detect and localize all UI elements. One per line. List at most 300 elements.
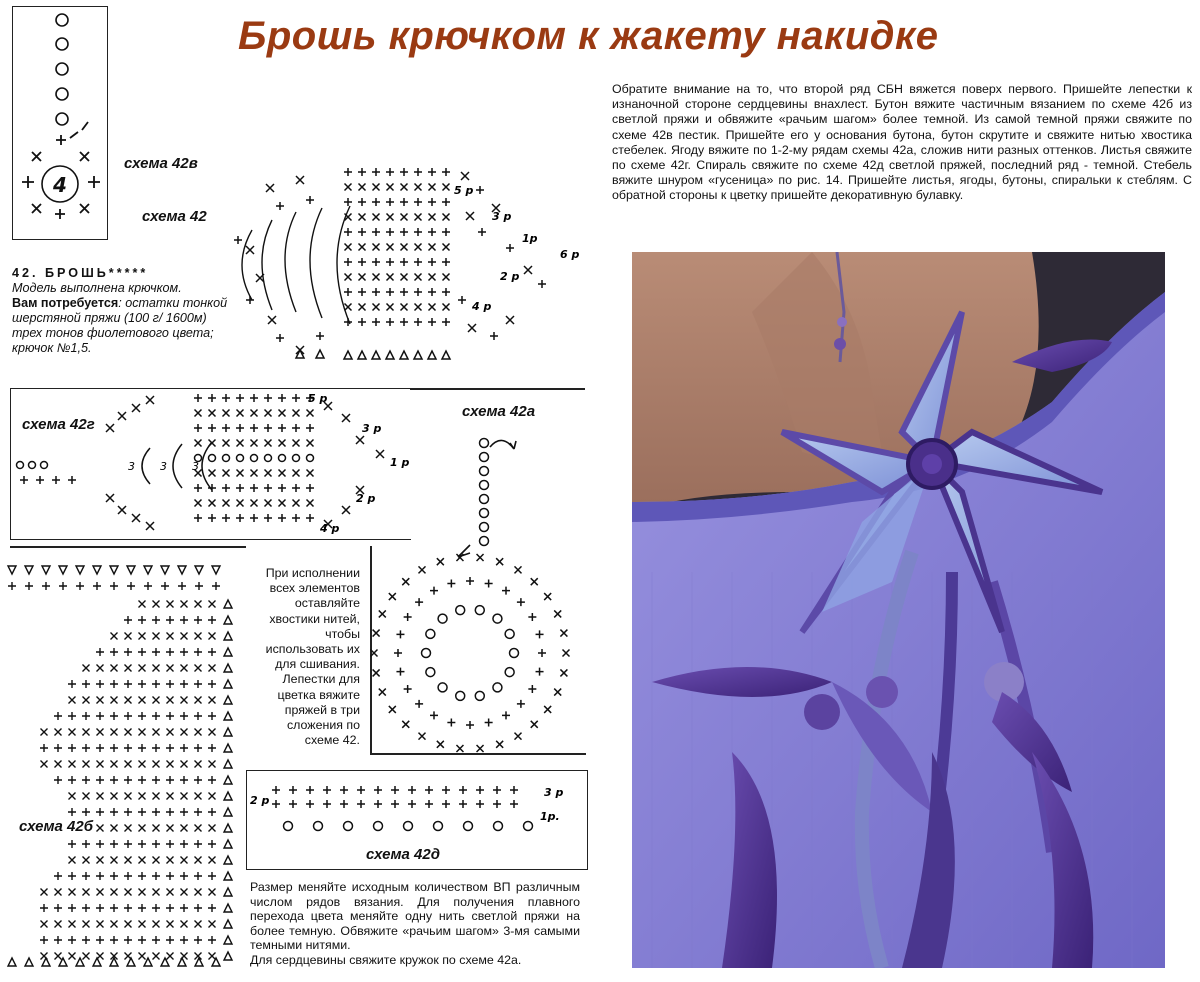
stitch-cross [97,665,104,672]
arc-number: 3 [192,460,199,473]
row-mark: 3 р [362,422,382,435]
stitch-cross [237,470,244,477]
stitch-cross [466,212,474,220]
schema-42a-diagram [370,425,586,755]
stitch-chain [314,822,323,831]
stitch-plus [208,840,216,848]
leaf-arc [142,442,212,490]
stitch-plus [96,680,104,688]
stitch-plus [194,484,202,492]
stitch-plus [152,712,160,720]
stitch-triangle [224,728,232,736]
stitch-cross [195,697,202,704]
stitch-chain [480,523,489,532]
stitch-cross [125,633,132,640]
stitch-plus [358,288,366,296]
stitch-plus [344,288,352,296]
stitch-plus [166,872,174,880]
stitch-cross [153,857,160,864]
stitch-cross [125,665,132,672]
stitch-cross [265,500,272,507]
stitch-chain [17,462,24,469]
stitch-plus [194,648,202,656]
stitch-plus [138,776,146,784]
stitch-plus [536,630,544,638]
stitch-plus [425,786,433,794]
stitch-plus [374,800,382,808]
stitch-plus [152,776,160,784]
stitch-cross [402,578,409,585]
stitch-plus [476,800,484,808]
stitch-triangle [59,958,67,966]
stitch-cross [195,921,202,928]
stitch-cross [111,889,118,896]
stitch-cross [209,665,216,672]
stitch-cross [139,825,146,832]
stitch-cross [97,793,104,800]
stitch-cross [515,566,522,573]
stitch-plus [517,700,525,708]
stitch-cross [379,610,386,617]
stitch-plus [493,800,501,808]
stitch-cross [83,921,90,928]
row-mark: 4 р [472,300,492,313]
stitch-plus [124,648,132,656]
stitch-cross [55,761,62,768]
stitch-plus [236,424,244,432]
stitch-cross [209,889,216,896]
stitch-cross [167,729,174,736]
stitch-triangle [224,712,232,720]
stitch-plus [124,776,132,784]
stitch-plus [414,168,422,176]
stitch-cross [106,494,114,502]
stitch-plus [408,786,416,794]
stitch-cross [307,500,314,507]
stitch-plus [323,786,331,794]
stitch-plus [82,872,90,880]
stitch-cross [373,669,380,676]
stitch-chain [438,614,447,623]
stitch-plus [178,582,186,590]
stitch-plus [180,616,188,624]
stitch-cross [223,440,230,447]
bottom-paragraph: Размер меняйте исходным количеством ВП различным числом рядов вязания. Для получения плавного перехода цвета меняйте одну нить светлой пряжи на более темную. Обвяжите «рачьим шагом» 3-мя самыми темными нитями. [250,880,580,953]
stitch-plus [278,484,286,492]
stitch-cross [307,440,314,447]
stitch-plus [292,484,300,492]
stitch-plus [414,198,422,206]
stitch-plus [166,808,174,816]
stitch-cross [167,889,174,896]
stitch-cross [167,761,174,768]
stitch-triangle [144,566,152,574]
stitch-plus [180,936,188,944]
stitch-plus [272,800,280,808]
stitch-cross [195,500,202,507]
stitch-cross [401,274,408,281]
stitch-plus [478,228,486,236]
stitch-cross [139,729,146,736]
stitch-plus [466,721,474,729]
stitch-plus [340,800,348,808]
stitch-plus [110,744,118,752]
stitch-plus [414,288,422,296]
stitch-triangle [224,616,232,624]
stitch-cross [41,889,48,896]
stitch-cross [443,304,450,311]
stitch-plus [194,936,202,944]
stitch-cross [132,404,140,412]
stitch-cross [69,921,76,928]
stitch-plus [40,744,48,752]
stitch-plus [180,712,188,720]
stitch-triangle [224,760,232,768]
stitch-cross [195,857,202,864]
stitch-plus [358,168,366,176]
stitch-chain [456,606,465,615]
stitch-plus [442,198,450,206]
stitch-plus [517,598,525,606]
stitch-cross [415,214,422,221]
row-mark: 3 р [544,786,564,799]
stitch-plus [538,280,546,288]
stitch-chain [438,683,447,692]
stitch-cross [111,697,118,704]
stitch-cross [554,610,561,617]
stitch-plus [68,808,76,816]
stitch-cross [415,274,422,281]
stitch-plus [124,904,132,912]
stitch-cross [223,410,230,417]
stitch-plus [68,904,76,912]
stitch-cross [209,857,216,864]
stitch-cross [268,316,276,324]
stitch-cross [279,410,286,417]
stitch-plus [110,712,118,720]
stitch-plus [208,648,216,656]
stitch-plus [415,700,423,708]
stitch-cross [237,500,244,507]
stitch-plus [110,840,118,848]
stitch-plus [138,872,146,880]
stitch-plus [485,719,493,727]
stitch-plus [194,840,202,848]
stitch-chain [505,668,514,677]
schema-42b-label: схема 42б [16,818,96,835]
stitch-cross [195,633,202,640]
stitch-triangle [224,600,232,608]
stitch-cross [443,184,450,191]
stitch-chain [464,822,473,831]
stitch-cross [139,857,146,864]
schema-42g-label: схема 42г [22,416,95,433]
stitch-plus [194,744,202,752]
stitch-plus [208,872,216,880]
stitch-cross [437,741,444,748]
model-description [12,266,237,356]
stitch-triangle [224,744,232,752]
schema-42v-diagram [12,6,108,240]
stitch-cross [195,440,202,447]
stitch-cross [181,857,188,864]
stitch-triangle [400,351,408,359]
stitch-plus [414,318,422,326]
stitch-plus [306,786,314,794]
stitch-plus [166,712,174,720]
stitch-triangle [127,958,135,966]
stitch-triangle [344,351,352,359]
stitch-plus [234,236,242,244]
stitch-cross [111,633,118,640]
stitch-plus [358,258,366,266]
stitch-cross [560,669,567,676]
stitch-triangle [224,904,232,912]
stitch-cross [531,721,538,728]
stitch-cross [506,316,514,324]
stitch-cross [223,470,230,477]
stitch-plus [96,840,104,848]
stitch-plus [110,582,118,590]
stitch-plus [166,776,174,784]
stitch-plus [96,936,104,944]
stitch-plus [161,582,169,590]
stitch-cross [153,889,160,896]
stitch-plus [358,228,366,236]
stitch-cross [359,214,366,221]
stitch-plus [144,582,152,590]
stitch-plus [194,514,202,522]
stitch-triangle [93,566,101,574]
stitch-cross [167,665,174,672]
stitch-cross [139,793,146,800]
stitch-plus [124,744,132,752]
stitch-cross [181,729,188,736]
stitch-cross [125,793,132,800]
stitch-cross [181,761,188,768]
stitch-cross [153,953,160,960]
stitch-plus [340,786,348,794]
stitch-cross [195,889,202,896]
stitch-cross [429,244,436,251]
stitch-triangle [76,566,84,574]
stitch-cross [195,601,202,608]
stitch-plus [510,800,518,808]
stitch-cross [345,244,352,251]
stitch-cross [373,244,380,251]
stitch-cross [293,410,300,417]
stitch-plus [208,712,216,720]
stitch-plus [466,577,474,585]
stitch-plus [391,786,399,794]
stitch-cross [359,244,366,251]
stitch-plus [138,936,146,944]
stitch-plus [400,288,408,296]
stitch-cross [515,733,522,740]
stitch-plus [344,228,352,236]
stitch-chain [374,822,383,831]
stitch-cross [209,825,216,832]
stitch-cross [279,440,286,447]
stitch-plus [408,800,416,808]
stitch-cross [167,825,174,832]
stitch-plus [208,680,216,688]
stitch-cross [181,633,188,640]
schema-42g-diagram [10,388,410,538]
stitch-plus [344,198,352,206]
brooch-photo [632,252,1165,968]
stitch-plus [194,808,202,816]
schema-42d-label: схема 42д [366,846,441,863]
stitch-plus [344,168,352,176]
stitch-plus [96,648,104,656]
schema-42v-label: схема 42в [124,155,198,172]
stitch-chain [505,629,514,638]
stitch-plus [54,744,62,752]
stitch-plus [250,424,258,432]
stitch-cross [97,921,104,928]
stitch-cross [153,697,160,704]
stitch-chain [524,822,533,831]
stitch-plus [222,394,230,402]
stitch-cross [111,665,118,672]
stitch-triangle [224,664,232,672]
stitch-cross [443,214,450,221]
stitch-plus [8,582,16,590]
stitch-plus [68,776,76,784]
stitch-cross [524,266,532,274]
stitch-cross [342,506,350,514]
stitch-cross [181,921,188,928]
stitch-chain [426,668,435,677]
stitch-chain [480,537,489,546]
stitch-chain [480,467,489,476]
stitch-chain [480,495,489,504]
stitch-plus [459,786,467,794]
ring-number: 4 [53,173,67,197]
stitch-cross [209,793,216,800]
stitch-cross [373,214,380,221]
model-line: Модель выполнена крючком. [12,281,182,295]
stitch-cross [345,274,352,281]
stitch-plus [458,296,466,304]
stitch-plus [386,288,394,296]
stitch-cross [139,889,146,896]
stitch-cross [563,650,570,657]
stitch-cross [251,500,258,507]
stitch-cross [342,414,350,422]
row-mark: 2 р [356,492,376,505]
stitch-triangle [296,350,304,358]
stitch-cross [443,274,450,281]
stitch-plus [152,872,160,880]
stitch-plus [386,168,394,176]
stitch-cross [443,244,450,251]
stitch-plus [68,872,76,880]
stitch-plus [194,872,202,880]
stitch-cross [437,558,444,565]
stitch-cross [69,953,76,960]
stitch-triangle [195,566,203,574]
stitch-plus [82,936,90,944]
stitch-cross [429,184,436,191]
stitch-cross [456,745,463,752]
stitch-cross [373,630,380,637]
stitch-triangle [358,351,366,359]
stitch-chain [251,455,258,462]
stitch-plus [222,484,230,492]
stitch-plus [400,228,408,236]
stitch-plus [493,786,501,794]
stitch-chain [209,455,216,462]
stitch-triangle [224,856,232,864]
stitch-cross [69,761,76,768]
stitch-cross [153,921,160,928]
arc-number: 3 [160,460,167,473]
row-mark: 2 р [250,794,270,807]
stitch-triangle [25,566,33,574]
stitch-plus [54,712,62,720]
stitch-cross [97,857,104,864]
stitch-cross [139,761,146,768]
stitch-plus [442,800,450,808]
stitch-cross [41,761,48,768]
stitch-cross [111,729,118,736]
stitch-plus [400,198,408,206]
stitch-cross [55,889,62,896]
stitch-cross [83,857,90,864]
stitch-cross [387,274,394,281]
stitch-chain [475,691,484,700]
stitch-plus [124,712,132,720]
stitch-cross [181,665,188,672]
stitch-cross [209,729,216,736]
stitch-plus [278,394,286,402]
stitch-chain [493,614,502,623]
stitch-plus [96,744,104,752]
stitch-cross [69,729,76,736]
stitch-plus [306,800,314,808]
stitch-cross [279,470,286,477]
stitch-triangle [161,958,169,966]
stitch-chain [237,455,244,462]
stitch-plus [152,744,160,752]
stitch-plus [502,587,510,595]
row-mark: 1 р [390,456,410,469]
stitch-cross [379,689,386,696]
stitch-cross [146,396,154,404]
stitch-plus [110,680,118,688]
stitch-cross [97,761,104,768]
stitch-plus [428,288,436,296]
stitch-plus [110,936,118,944]
stitch-cross [461,172,469,180]
row-mark: 5 р [454,184,474,197]
stitch-cross [195,729,202,736]
stitch-plus [96,808,104,816]
stitch-cross [223,500,230,507]
stitch-plus [394,649,402,657]
stitch-plus [442,258,450,266]
stitch-triangle [414,351,422,359]
stitch-cross [125,921,132,928]
stitch-plus [357,786,365,794]
stitch-cross [111,857,118,864]
stitch-cross [477,745,484,752]
stitch-chain [480,481,489,490]
stitch-cross [195,825,202,832]
stitch-chain [510,649,519,658]
